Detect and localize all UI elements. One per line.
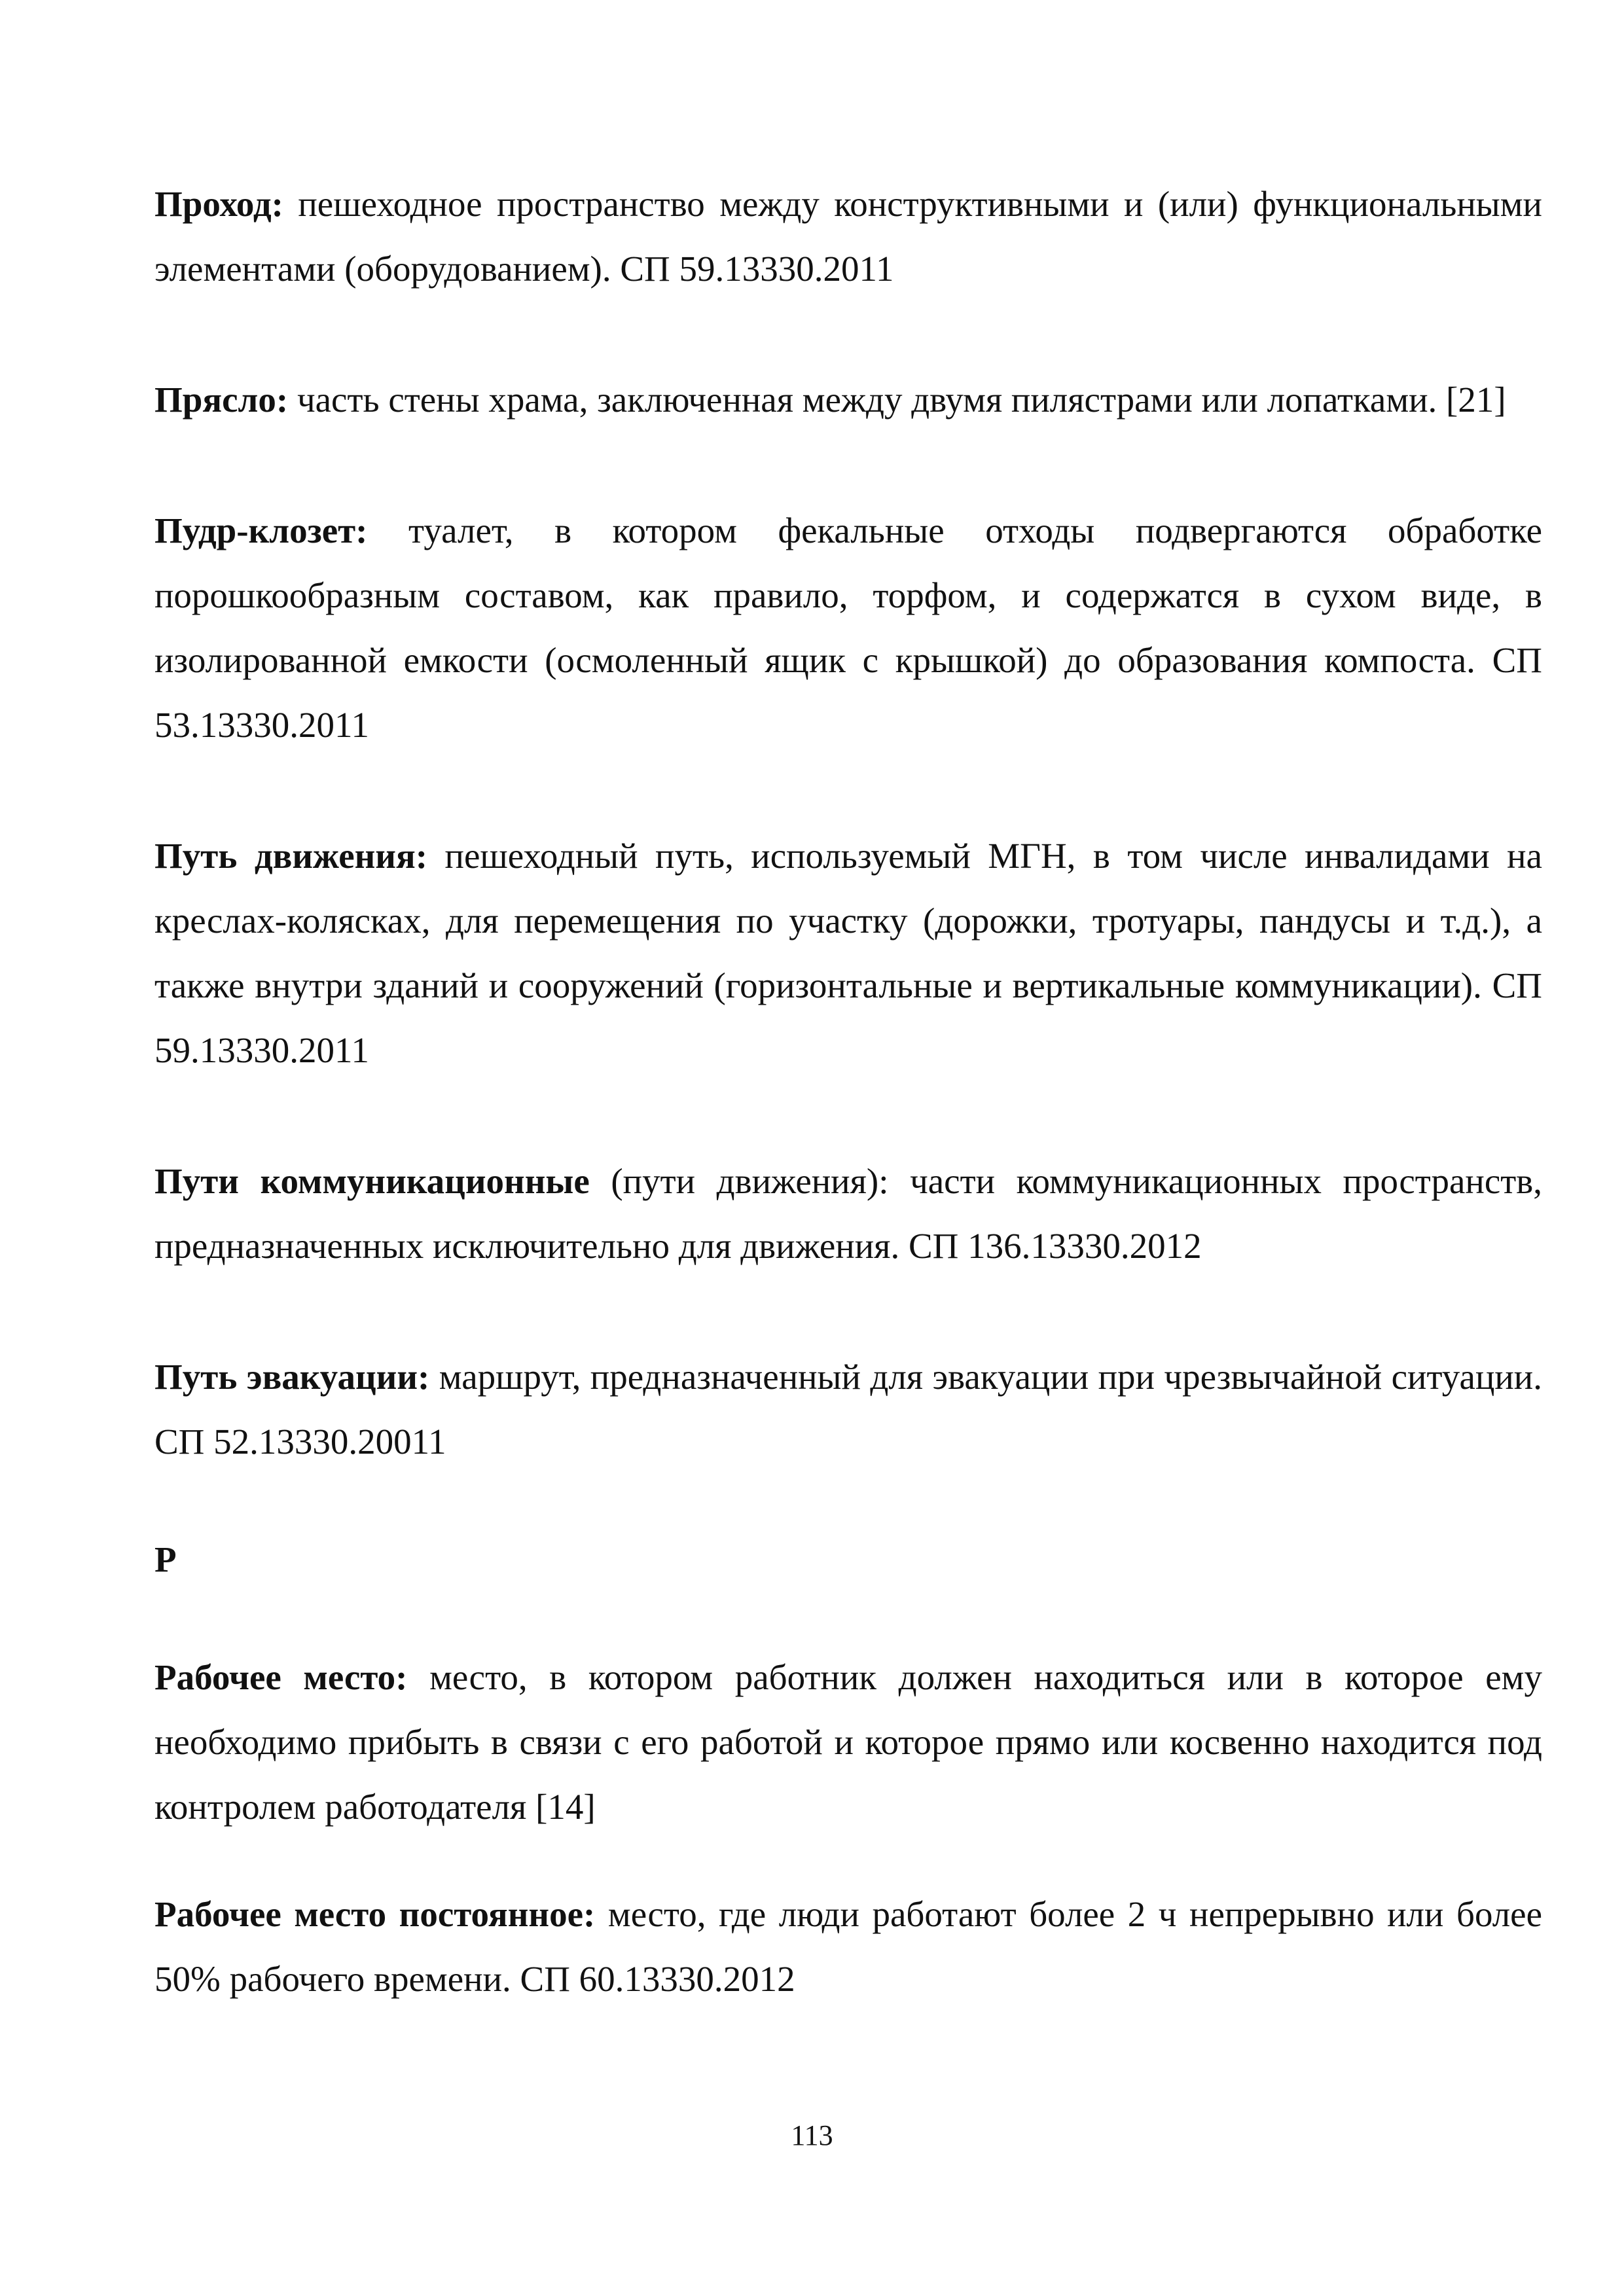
- entry-term: Пути коммуникационные: [154, 1161, 590, 1201]
- spacer: [154, 301, 1542, 367]
- page-number: 113: [791, 2119, 833, 2151]
- spacer: [154, 1278, 1542, 1344]
- glossary-entry-rabochee-mesto: [154, 1645, 1542, 1839]
- entry-definition: (пути движения): части коммуникационных пространств, предназначенных исключительно для движения. СП 136.13330.2012: [154, 1161, 1542, 1266]
- entry-definition: место, где люди работают более 2 ч непрерывно или более 50% рабочего времени. СП 60.13330.2012: [154, 1894, 1542, 1999]
- entry-term: Путь движения:: [154, 836, 428, 876]
- entry-definition: часть стены храма, заключенная между двумя пилястрами или лопатками. [21]: [297, 380, 1506, 420]
- spacer: [154, 1839, 1542, 1882]
- spacer: [154, 1474, 1542, 1527]
- entry-definition: маршрут, предназначенный для эвакуации при чрезвычайной ситуации. СП 52.13330.20011: [154, 1357, 1542, 1462]
- entry-term: Путь эвакуации:: [154, 1357, 430, 1397]
- entry-term: Прясло:: [154, 380, 289, 420]
- entry-term: Пудр-клозет:: [154, 511, 368, 550]
- glossary-entry-pryaslo: [154, 367, 1542, 432]
- glossary-entry-prokhod: [154, 171, 1542, 301]
- entry-definition: место, в котором работник должен находиться или в которое ему необходимо прибыть в связи с его работой и которое прямо или косвенно находится под контролем работодателя [14]: [154, 1657, 1542, 1827]
- entry-definition: пешеходный путь, используемый МГН, в том числе инвалидами на креслах-колясках, для перемещения по участку (дорожки, тротуары, пандусы и т.д.), а также внутри зданий и сооружений (горизонтальные и вертикальные коммуникации). СП 59.13330.2011: [154, 836, 1542, 1070]
- glossary-entry-put-dvizheniya: [154, 823, 1542, 1083]
- glossary-entry-pudr-klozet: [154, 498, 1542, 757]
- spacer: [154, 1083, 1542, 1149]
- page-content: [154, 171, 1542, 2011]
- glossary-entry-rabochee-mesto-postoyannoe: [154, 1882, 1542, 2011]
- spacer: [154, 757, 1542, 823]
- entry-term: Рабочее место постоянное:: [154, 1894, 596, 1934]
- spacer: [154, 1592, 1542, 1645]
- entry-term: Рабочее место:: [154, 1657, 408, 1697]
- entry-term: Проход:: [154, 184, 283, 224]
- entry-definition: туалет, в котором фекальные отходы подвергаются обработке порошкообразным составом, как правило, торфом, и содержатся в сухом виде, в изолированной емкости (осмоленный ящик с крышкой) до образования компоста. СП 53.13330.2011: [154, 511, 1542, 745]
- spacer: [154, 432, 1542, 498]
- glossary-entry-puti-kommunikatsionnye: [154, 1149, 1542, 1278]
- section-letter-heading: Р: [154, 1539, 177, 1579]
- entry-definition: пешеходное пространство между конструктивными и (или) функциональными элементами (оборудованием). СП 59.13330.2011: [154, 184, 1542, 289]
- glossary-entry-put-evakuatsii: [154, 1344, 1542, 1474]
